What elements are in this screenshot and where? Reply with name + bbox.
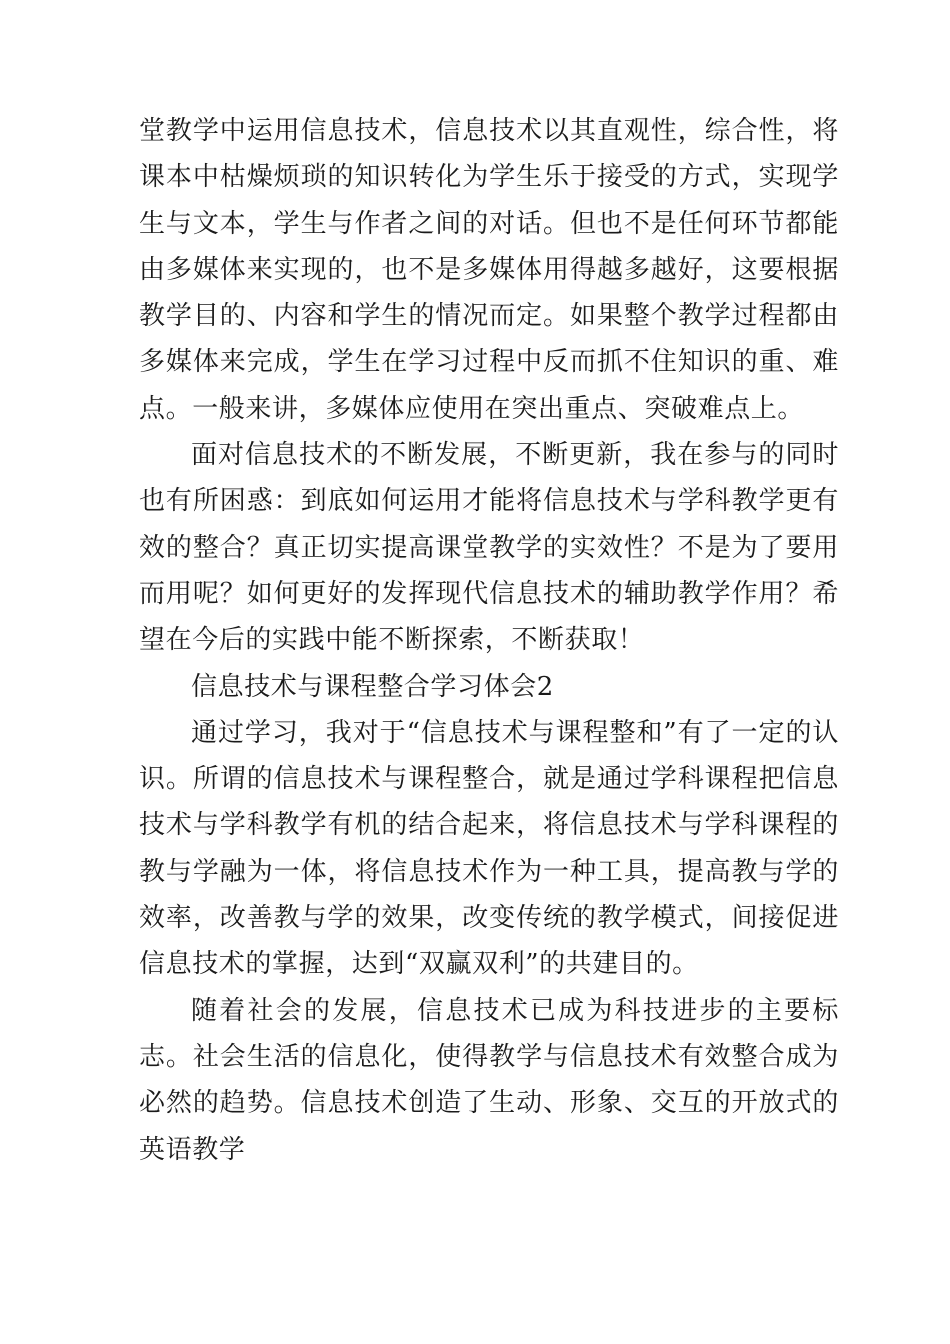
section-heading: 信息技术与课程整合学习体会2 [191,671,554,702]
paragraph-1: 堂教学中运用信息技术，信息技术以其直观性，综合性，将课本中枯燥烦琐的知识转化为学生乐于接受的方式，实现学生与文本，学生与作者之间的对话。但也不是任何环节都能由多媒体来实现的，也不是多媒体用得越多越好，这要根据教学目的、内容和学生的情况而定。如果整个教学过程都由多媒体来完成，学生在学习过程中反而抓不住知识的重、难点。一般来讲，多媒体应使用在突出重点、突破难点上。 [139,116,839,424]
document-body [139,108,839,1173]
paragraph-3: 通过学习，我对于“信息技术与课程整和”有了一定的认识。所谓的信息技术与课程整合，就是通过学科课程把信息技术与学科教学有机的结合起来，将信息技术与学科课程的教与学融为一体，将信息技术作为一种工具，提高教与学的效率，改善教与学的效果，改变传统的教学模式，间接促进信息技术的掌握，达到“双赢双利”的共建目的。 [139,717,839,980]
paragraph-2: 面对信息技术的不断发展，不断更新，我在参与的同时也有所困惑：到底如何运用才能将信息技术与学科教学更有效的整合？真正切实提高课堂教学的实效性？不是为了要用而用呢？如何更好的发挥现代信息技术的辅助教学作用？希望在今后的实践中能不断探索，不断获取！ [139,440,839,656]
paragraph-4: 随着社会的发展，信息技术已成为科技进步的主要标志。社会生活的信息化，使得教学与信息技术有效整合成为必然的趋势。信息技术创造了生动、形象、交互的开放式的英语教学 [139,995,839,1165]
